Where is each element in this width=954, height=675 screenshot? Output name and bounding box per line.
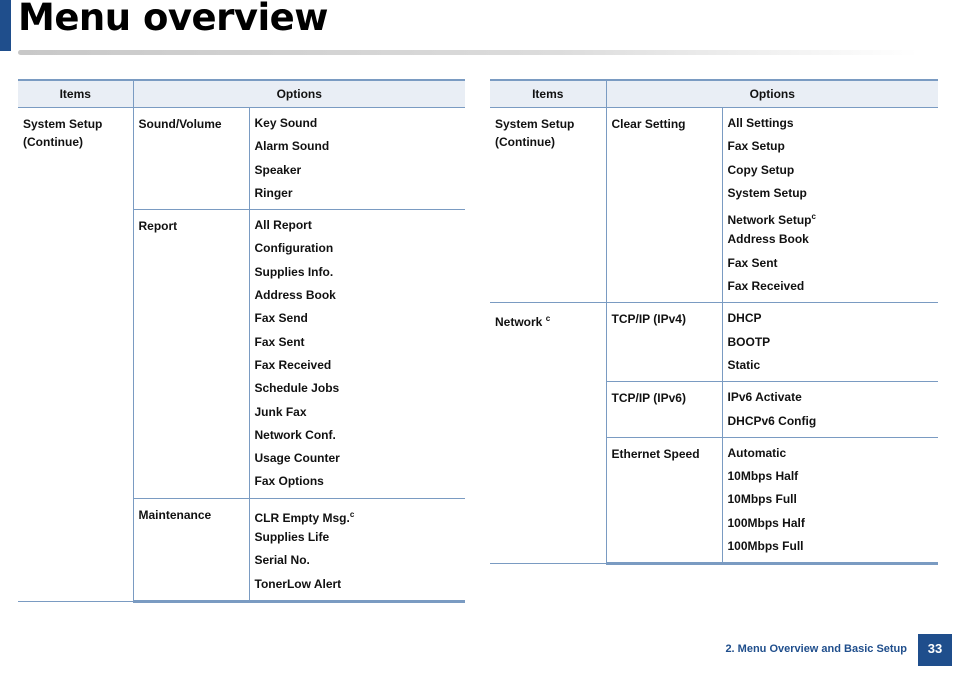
- option-item: Address Book: [254, 288, 336, 303]
- options-cell: [722, 303, 938, 382]
- submenu-cell: [606, 382, 722, 438]
- option-item: Configuration: [254, 241, 334, 256]
- submenu-cell: [133, 498, 249, 601]
- submenu-cell: [133, 210, 249, 499]
- option-item: Static: [727, 357, 761, 372]
- option-item: All Settings: [727, 116, 794, 130]
- option-item: Network Conf.: [254, 427, 336, 442]
- table-header-row: [18, 80, 465, 108]
- option-item: DHCP: [727, 311, 762, 326]
- submenu-cell: [606, 437, 722, 563]
- option-item: Alarm Sound: [254, 139, 330, 154]
- submenu-label: Maintenance: [138, 507, 212, 522]
- option-label: CLR Empty Msg.: [254, 510, 350, 525]
- item-label: System Setup (Continue): [23, 117, 103, 149]
- options-header: Options: [133, 80, 465, 108]
- option-item: Fax Received: [254, 357, 332, 372]
- option-item: [728, 205, 934, 228]
- option-item: Fax Send: [254, 311, 308, 326]
- options-cell: [722, 108, 938, 303]
- item-cell: [490, 108, 606, 303]
- option-item: All Report: [254, 218, 312, 233]
- option-item: Ringer: [254, 185, 293, 200]
- option-item: 10Mbps Half: [727, 469, 799, 484]
- submenu-label: Ethernet Speed: [611, 446, 700, 461]
- submenu-cell: [606, 108, 722, 303]
- footnote-marker: c: [349, 509, 355, 519]
- item-cell: [18, 108, 133, 602]
- page-number: 33: [918, 634, 952, 666]
- table-row: [490, 303, 938, 382]
- item-label: System Setup (Continue): [495, 117, 575, 149]
- item-label-text: Network: [495, 315, 543, 330]
- items-header: Items: [18, 80, 133, 108]
- option-item: Automatic: [727, 445, 787, 460]
- option-item: DHCPv6 Config: [727, 413, 817, 428]
- option-item: Schedule Jobs: [254, 381, 340, 396]
- option-item: Junk Fax: [254, 404, 307, 419]
- options-cell: [249, 498, 465, 601]
- table-row: [18, 108, 465, 210]
- page-title: Menu overview: [18, 0, 328, 39]
- title-accent-bar: [0, 0, 11, 51]
- item-cell: [490, 303, 606, 564]
- option-item: Supplies Life: [254, 530, 330, 545]
- submenu-label: TCP/IP (IPv4): [611, 312, 686, 327]
- items-header: Items: [490, 80, 606, 108]
- option-item: Fax Sent: [727, 255, 778, 270]
- submenu-label: TCP/IP (IPv6): [611, 391, 686, 406]
- submenu-label: Sound/Volume: [138, 117, 222, 131]
- option-item: Fax Setup: [727, 139, 785, 154]
- options-header: Options: [606, 80, 938, 108]
- submenu-cell: [606, 303, 722, 382]
- footnote-marker: c: [545, 314, 551, 324]
- item-label: [495, 307, 601, 331]
- option-item: Fax Received: [727, 279, 805, 294]
- option-item: TonerLow Alert: [254, 576, 342, 591]
- option-item: Fax Options: [254, 474, 324, 489]
- option-item: Usage Counter: [254, 451, 340, 466]
- option-item: Copy Setup: [727, 162, 795, 177]
- options-cell: [249, 108, 465, 210]
- left-menu-table: [18, 79, 465, 603]
- option-item: 100Mbps Half: [727, 515, 805, 530]
- table-header-row: [490, 80, 938, 108]
- option-item: Serial No.: [254, 553, 310, 568]
- option-item: IPv6 Activate: [727, 390, 802, 405]
- options-cell: [249, 210, 465, 499]
- submenu-cell: [133, 108, 249, 210]
- option-item: Fax Sent: [254, 334, 305, 349]
- option-item: System Setup: [727, 185, 807, 200]
- option-item: Key Sound: [254, 116, 318, 130]
- footer-section-title: 2. Menu Overview and Basic Setup: [725, 643, 907, 655]
- option-item: Speaker: [254, 162, 302, 177]
- option-item: Address Book: [727, 232, 809, 247]
- submenu-label: Report: [138, 219, 178, 234]
- right-menu-table: [490, 79, 938, 565]
- submenu-label: Clear Setting: [611, 117, 686, 131]
- option-item: Supplies Info.: [254, 264, 334, 279]
- option-item: [255, 503, 461, 526]
- option-item: 100Mbps Full: [727, 539, 804, 554]
- options-cell: [722, 437, 938, 563]
- option-item: 10Mbps Full: [727, 492, 797, 507]
- footnote-marker: c: [811, 212, 816, 222]
- table-row: [490, 108, 938, 303]
- title-divider: [18, 50, 918, 55]
- option-label: Network Setup: [727, 213, 812, 228]
- options-cell: [722, 382, 938, 438]
- option-item: BOOTP: [727, 334, 771, 349]
